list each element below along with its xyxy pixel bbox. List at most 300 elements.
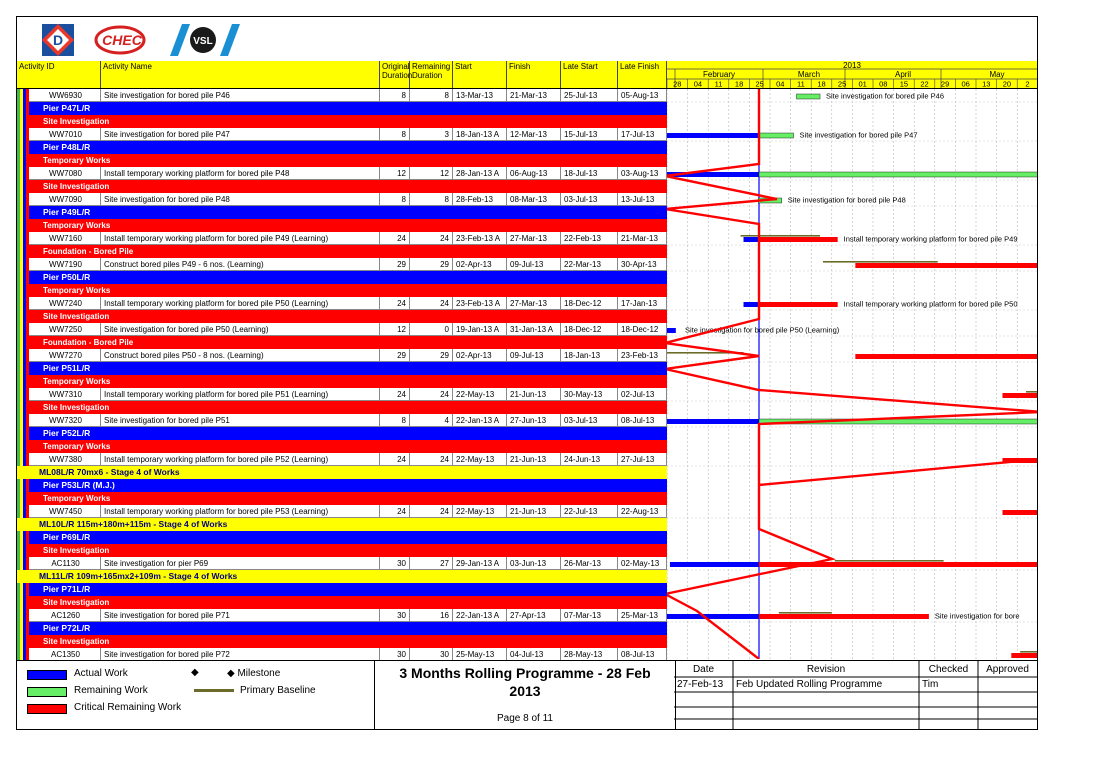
group-title: ML08L/R 70mx6 - Stage 4 of Works bbox=[39, 467, 180, 477]
row-indicator bbox=[17, 219, 29, 232]
cell-id: WW7250 bbox=[31, 323, 101, 336]
group-title: Foundation - Bored Pile bbox=[43, 247, 134, 256]
svg-text:VSL: VSL bbox=[193, 36, 213, 47]
pier-header-row[interactable] bbox=[17, 479, 667, 492]
activity-row[interactable] bbox=[17, 414, 667, 427]
cell-od: 8 bbox=[380, 193, 410, 206]
activity-row[interactable] bbox=[17, 258, 667, 271]
legend-actual-label: Actual Work bbox=[74, 668, 128, 679]
cell-start: 22-May-13 bbox=[453, 505, 507, 518]
month-label: April bbox=[894, 70, 912, 79]
category-header-row[interactable] bbox=[17, 115, 667, 128]
group-title: Site Investigation bbox=[43, 598, 110, 607]
activity-row[interactable] bbox=[17, 349, 667, 362]
month-label: March bbox=[797, 70, 821, 79]
cell-start: 18-Jan-13 A bbox=[453, 128, 507, 141]
critical-bar bbox=[1002, 510, 1037, 515]
cell-start: 02-Apr-13 bbox=[453, 258, 507, 271]
col-original-duration[interactable]: Original Duration bbox=[380, 61, 410, 88]
week-label: 13 bbox=[982, 79, 991, 88]
activity-row[interactable] bbox=[17, 297, 667, 310]
activity-row[interactable] bbox=[17, 128, 667, 141]
legend-milestone-label: ◆ Milestone bbox=[227, 668, 281, 679]
col-start[interactable]: Start bbox=[453, 61, 507, 88]
cell-start: 22-May-13 bbox=[453, 453, 507, 466]
row-indicator bbox=[17, 102, 29, 115]
cell-od: 29 bbox=[380, 258, 410, 271]
row-indicator bbox=[17, 401, 29, 414]
category-header-row[interactable] bbox=[17, 596, 667, 609]
row-indicator bbox=[17, 583, 29, 596]
cell-rd: 12 bbox=[410, 167, 453, 180]
group-title: Pier P72L/R bbox=[43, 623, 91, 633]
cell-ls: 24-Jun-13 bbox=[561, 453, 618, 466]
row-indicator bbox=[17, 336, 29, 349]
row-indicator bbox=[17, 414, 31, 427]
row-indicator bbox=[17, 440, 29, 453]
baseline-bar bbox=[823, 261, 938, 263]
row-indicator bbox=[17, 323, 31, 336]
cell-id: WW7090 bbox=[31, 193, 101, 206]
cell-name: Site investigation for bored pile P51 bbox=[101, 414, 380, 427]
pier-header-row[interactable] bbox=[17, 427, 667, 440]
group-title: Site Investigation bbox=[43, 117, 110, 126]
legend-actual-swatch bbox=[27, 670, 67, 680]
group-title: Temporary Works bbox=[43, 221, 111, 230]
group-title: Pier P69L/R bbox=[43, 532, 91, 542]
cell-rd: 24 bbox=[410, 388, 453, 401]
revision-table bbox=[674, 661, 1037, 730]
week-label: 11 bbox=[797, 79, 805, 88]
pier-header-row[interactable] bbox=[17, 531, 667, 544]
row-indicator bbox=[17, 427, 29, 440]
legend-critical-label: Critical Remaining Work bbox=[74, 702, 182, 713]
cell-id: AC1350 bbox=[31, 648, 101, 661]
cell-ls: 15-Jul-13 bbox=[561, 128, 618, 141]
cell-od: 8 bbox=[380, 414, 410, 427]
row-indicator bbox=[17, 258, 31, 271]
cell-start: 23-Feb-13 A bbox=[453, 232, 507, 245]
cell-id: WW7240 bbox=[31, 297, 101, 310]
baseline-bar bbox=[1026, 391, 1037, 393]
bar-label: Site investigation for bored pile P46 bbox=[826, 91, 945, 101]
week-label: 25 bbox=[837, 79, 847, 88]
actual-bar bbox=[670, 562, 759, 567]
cell-ls: 22-Feb-13 bbox=[561, 232, 618, 245]
pier-header-row[interactable] bbox=[17, 141, 667, 154]
cell-ls: 03-Jul-13 bbox=[561, 414, 618, 427]
group-title: Site Investigation bbox=[43, 546, 110, 555]
category-header-row[interactable] bbox=[17, 284, 667, 297]
cell-start: 28-Jan-13 A bbox=[453, 167, 507, 180]
week-label: 25 bbox=[755, 79, 764, 88]
rev-header-approved: Approved bbox=[986, 664, 1029, 675]
pier-header-row[interactable] bbox=[17, 102, 667, 115]
pier-header-row[interactable] bbox=[17, 362, 667, 375]
month-label: February bbox=[702, 70, 736, 79]
cell-ls: 07-Mar-13 bbox=[561, 609, 618, 622]
cell-lf: 21-Mar-13 bbox=[618, 232, 667, 245]
row-indicator bbox=[17, 635, 29, 648]
col-late-start[interactable]: Late Start bbox=[561, 61, 618, 88]
cell-lf: 13-Jul-13 bbox=[618, 193, 667, 206]
group-title: Pier P47L/R bbox=[43, 103, 91, 113]
actual-bar bbox=[744, 237, 759, 242]
cell-lf: 25-Mar-13 bbox=[618, 609, 667, 622]
cell-id: WW7080 bbox=[31, 167, 101, 180]
cell-od: 24 bbox=[380, 388, 410, 401]
cell-lf: 02-Jul-13 bbox=[618, 388, 667, 401]
row-indicator bbox=[17, 388, 31, 401]
group-title: Temporary Works bbox=[43, 494, 111, 503]
cell-finish: 12-Mar-13 bbox=[507, 128, 561, 141]
bar-label: Site investigation for bored pile P50 (Learning) bbox=[685, 325, 840, 335]
cell-id: WW7310 bbox=[31, 388, 101, 401]
cell-od: 12 bbox=[380, 167, 410, 180]
cell-finish: 31-Jan-13 A bbox=[507, 323, 561, 336]
row-indicator bbox=[17, 310, 29, 323]
cell-lf: 03-Aug-13 bbox=[618, 167, 667, 180]
week-label: 06 bbox=[961, 79, 970, 88]
cell-od: 24 bbox=[380, 453, 410, 466]
cell-name: Install temporary working platform for bored pile P51 (Learning) bbox=[101, 388, 380, 401]
cell-rd: 24 bbox=[410, 453, 453, 466]
actual-bar bbox=[667, 614, 759, 619]
pier-header-row[interactable] bbox=[17, 622, 667, 635]
cell-start: 29-Jan-13 A bbox=[453, 557, 507, 570]
svg-text:CHEC: CHEC bbox=[102, 32, 142, 48]
footer bbox=[17, 660, 1037, 730]
cell-ls: 18-Dec-12 bbox=[561, 323, 618, 336]
cell-name: Install temporary working platform for bored pile P52 (Learning) bbox=[101, 453, 380, 466]
row-indicator bbox=[17, 492, 29, 505]
stage-header-row[interactable] bbox=[17, 466, 667, 479]
baseline-bar bbox=[1020, 651, 1037, 653]
baseline-bar bbox=[835, 560, 944, 562]
activity-row[interactable] bbox=[17, 557, 667, 570]
programme-title: 3 Months Rolling Programme - 28 Feb bbox=[399, 665, 651, 681]
cell-od: 24 bbox=[380, 232, 410, 245]
week-label: 01 bbox=[858, 79, 867, 88]
rev-checked: Tim bbox=[922, 679, 939, 690]
cell-start: 22-Jan-13 A bbox=[453, 609, 507, 622]
cell-finish: 09-Jul-13 bbox=[507, 258, 561, 271]
vsl-logo bbox=[170, 24, 240, 56]
group-title: Temporary Works bbox=[43, 442, 111, 451]
cell-rd: 24 bbox=[410, 232, 453, 245]
legend-critical-swatch bbox=[27, 704, 67, 714]
row-indicator bbox=[17, 284, 29, 297]
week-label: 28 bbox=[673, 79, 682, 88]
row-indicator bbox=[17, 115, 29, 128]
week-label: 18 bbox=[817, 79, 826, 88]
week-label: 04 bbox=[693, 79, 703, 88]
pier-header-row[interactable] bbox=[17, 583, 667, 596]
remaining-bar bbox=[759, 133, 794, 138]
pier-header-row[interactable] bbox=[17, 271, 667, 284]
cell-ls: 03-Jul-13 bbox=[561, 193, 618, 206]
cell-rd: 29 bbox=[410, 258, 453, 271]
cell-finish: 27-Mar-13 bbox=[507, 232, 561, 245]
cell-od: 8 bbox=[380, 89, 410, 102]
cell-ls: 18-Jan-13 bbox=[561, 349, 618, 362]
cell-od: 12 bbox=[380, 323, 410, 336]
bar-label: Site investigation for bore bbox=[934, 611, 1020, 621]
activity-row[interactable] bbox=[17, 167, 667, 180]
cell-start: 02-Apr-13 bbox=[453, 349, 507, 362]
group-title: ML10L/R 115m+180m+115m - Stage 4 of Works bbox=[39, 519, 228, 529]
actual-bar bbox=[667, 328, 676, 333]
cell-id: WW7190 bbox=[31, 258, 101, 271]
rev-header-revision: Revision bbox=[806, 664, 846, 675]
row-indicator bbox=[17, 622, 29, 635]
cell-ls: 22-Jul-13 bbox=[561, 505, 618, 518]
cell-rd: 8 bbox=[410, 193, 453, 206]
activity-row[interactable] bbox=[17, 89, 667, 102]
cell-finish: 04-Jul-13 bbox=[507, 648, 561, 661]
cell-name: Site investigation for bored pile P71 bbox=[101, 609, 380, 622]
row-indicator bbox=[17, 167, 31, 180]
cell-lf: 23-Feb-13 bbox=[618, 349, 667, 362]
legend-milestone-text: Milestone bbox=[237, 668, 281, 679]
bar-label: Site investigation for bored pile P47 bbox=[799, 130, 918, 140]
cell-start: 28-Feb-13 bbox=[453, 193, 507, 206]
activity-row[interactable] bbox=[17, 453, 667, 466]
activity-row[interactable] bbox=[17, 193, 667, 206]
cell-rd: 0 bbox=[410, 323, 453, 336]
cell-finish: 06-Aug-13 bbox=[507, 167, 561, 180]
cell-rd: 8 bbox=[410, 89, 453, 102]
activity-row[interactable] bbox=[17, 323, 667, 336]
row-indicator bbox=[17, 479, 29, 492]
cell-od: 30 bbox=[380, 648, 410, 661]
cell-od: 24 bbox=[380, 297, 410, 310]
cell-lf: 22-Aug-13 bbox=[618, 505, 667, 518]
cell-lf: 08-Jul-13 bbox=[618, 648, 667, 661]
cell-name: Site investigation for bored pile P48 bbox=[101, 193, 380, 206]
gantt-chart bbox=[667, 61, 1037, 659]
row-indicator bbox=[17, 531, 29, 544]
row-indicator bbox=[17, 128, 31, 141]
group-title: Pier P49L/R bbox=[43, 207, 91, 217]
cell-name: Site investigation for bored pile P50 (Learning) bbox=[101, 323, 380, 336]
critical-bar bbox=[855, 263, 1037, 268]
group-title: Site Investigation bbox=[43, 403, 110, 412]
cell-start: 22-May-13 bbox=[453, 388, 507, 401]
col-remaining-duration[interactable]: Remaining Duration bbox=[410, 61, 453, 88]
cell-lf: 17-Jan-13 bbox=[618, 297, 667, 310]
cell-rd: 16 bbox=[410, 609, 453, 622]
row-indicator bbox=[17, 297, 31, 310]
cell-start: 23-Feb-13 A bbox=[453, 297, 507, 310]
year-label: 2013 bbox=[843, 61, 861, 70]
group-title: Pier P48L/R bbox=[43, 142, 91, 152]
bar-label: Site investigation for bored pile P48 bbox=[787, 195, 906, 205]
cell-ls: 26-Mar-13 bbox=[561, 557, 618, 570]
cell-id: AC1130 bbox=[31, 557, 101, 570]
activity-row[interactable] bbox=[17, 232, 667, 245]
row-indicator bbox=[17, 362, 29, 375]
row-indicator bbox=[17, 193, 31, 206]
critical-bar bbox=[759, 614, 929, 619]
baseline-bar bbox=[779, 612, 832, 614]
legend-milestone-icon: ◆ bbox=[191, 667, 199, 678]
cell-rd: 30 bbox=[410, 648, 453, 661]
category-header-row[interactable] bbox=[17, 180, 667, 193]
row-indicator bbox=[17, 609, 31, 622]
cell-rd: 27 bbox=[410, 557, 453, 570]
group-title: Pier P71L/R bbox=[43, 584, 91, 594]
critical-bar bbox=[759, 302, 838, 307]
category-header-row[interactable] bbox=[17, 492, 667, 505]
group-title: Temporary Works bbox=[43, 286, 111, 295]
rev-header-date: Date bbox=[692, 664, 715, 675]
cell-name: Construct bored piles P49 - 6 nos. (Learning) bbox=[101, 258, 380, 271]
cell-finish: 21-Mar-13 bbox=[507, 89, 561, 102]
cell-name: Install temporary working platform for bored pile P49 (Learning) bbox=[101, 232, 380, 245]
row-indicator bbox=[17, 245, 29, 258]
cell-rd: 24 bbox=[410, 297, 453, 310]
cell-lf: 05-Aug-13 bbox=[618, 89, 667, 102]
category-header-row[interactable] bbox=[17, 310, 667, 323]
cell-rd: 24 bbox=[410, 505, 453, 518]
week-label: 18 bbox=[734, 79, 744, 88]
row-indicator bbox=[17, 141, 29, 154]
rev-header-checked: Checked bbox=[928, 664, 969, 675]
week-label: 2 bbox=[1025, 79, 1030, 88]
group-title: Pier P52L/R bbox=[43, 428, 91, 438]
cell-name: Install temporary working platform for bored pile P50 (Learning) bbox=[101, 297, 380, 310]
rev-date: 27-Feb-13 bbox=[677, 679, 724, 690]
category-header-row[interactable] bbox=[17, 544, 667, 557]
category-header-row[interactable] bbox=[17, 635, 667, 648]
row-indicator bbox=[17, 349, 31, 362]
remaining-bar bbox=[759, 172, 1037, 177]
cell-ls: 25-Jul-13 bbox=[561, 89, 618, 102]
group-title: Site Investigation bbox=[43, 312, 110, 321]
row-indicator bbox=[17, 180, 29, 193]
week-label: 29 bbox=[940, 79, 950, 88]
category-header-row[interactable] bbox=[17, 219, 667, 232]
category-header-row[interactable] bbox=[17, 154, 667, 167]
category-header-row[interactable] bbox=[17, 245, 667, 258]
d-logo bbox=[42, 24, 74, 56]
group-title: Pier P50L/R bbox=[43, 272, 91, 282]
cell-ls: 18-Jul-13 bbox=[561, 167, 618, 180]
group-title: Site Investigation bbox=[43, 637, 110, 646]
group-title: Pier P53L/R (M.J.) bbox=[43, 480, 115, 490]
chec-logo bbox=[96, 27, 144, 53]
group-title: Temporary Works bbox=[43, 156, 111, 165]
cell-od: 30 bbox=[380, 557, 410, 570]
cell-lf: 27-Jul-13 bbox=[618, 453, 667, 466]
col-late-finish[interactable]: Late Finish bbox=[618, 61, 667, 88]
cell-lf: 30-Apr-13 bbox=[618, 258, 667, 271]
category-header-row[interactable] bbox=[17, 401, 667, 414]
activity-row[interactable] bbox=[17, 388, 667, 401]
category-header-row[interactable] bbox=[17, 440, 667, 453]
row-indicator bbox=[17, 596, 29, 609]
stage-header-row[interactable] bbox=[17, 518, 667, 531]
category-header-row[interactable] bbox=[17, 375, 667, 388]
activity-row[interactable] bbox=[17, 505, 667, 518]
cell-id: WW7010 bbox=[31, 128, 101, 141]
company-logos bbox=[40, 22, 250, 58]
remaining-bar bbox=[796, 94, 820, 99]
week-label: 04 bbox=[776, 79, 785, 88]
col-finish[interactable]: Finish bbox=[507, 61, 561, 88]
actual-bar bbox=[667, 133, 759, 138]
group-title: ML11L/R 109m+165mx2+109m - Stage 4 of Works bbox=[39, 571, 238, 581]
row-indicator bbox=[17, 154, 29, 167]
week-label: 20 bbox=[1002, 79, 1012, 88]
cell-ls: 30-May-13 bbox=[561, 388, 618, 401]
critical-bar bbox=[759, 237, 838, 242]
cell-id: WW7160 bbox=[31, 232, 101, 245]
cell-id: WW7270 bbox=[31, 349, 101, 362]
bar-label: Install temporary working platform for bored pile P50 bbox=[843, 299, 1018, 309]
programme-year: 2013 bbox=[509, 683, 541, 699]
pier-header-row[interactable] bbox=[17, 206, 667, 219]
cell-od: 24 bbox=[380, 505, 410, 518]
cell-start: 22-Jan-13 A bbox=[453, 414, 507, 427]
cell-lf: 02-May-13 bbox=[618, 557, 667, 570]
cell-od: 8 bbox=[380, 128, 410, 141]
legend-baseline-swatch bbox=[194, 689, 234, 692]
group-title: Temporary Works bbox=[43, 377, 111, 386]
cell-finish: 03-Jun-13 bbox=[507, 557, 561, 570]
activity-row[interactable] bbox=[17, 609, 667, 622]
cell-name: Site investigation for bored pile P47 bbox=[101, 128, 380, 141]
cell-finish: 21-Jun-13 bbox=[507, 505, 561, 518]
col-activity-id[interactable]: Activity ID bbox=[17, 61, 101, 88]
cell-ls: 28-May-13 bbox=[561, 648, 618, 661]
cell-lf: 08-Jul-13 bbox=[618, 414, 667, 427]
row-indicator bbox=[17, 89, 31, 102]
cell-lf: 17-Jul-13 bbox=[618, 128, 667, 141]
cell-finish: 21-Jun-13 bbox=[507, 453, 561, 466]
logo-bar bbox=[40, 22, 250, 58]
critical-bar bbox=[855, 354, 1037, 359]
cell-rd: 4 bbox=[410, 414, 453, 427]
row-indicator bbox=[17, 271, 29, 284]
cell-start: 13-Mar-13 bbox=[453, 89, 507, 102]
row-indicator bbox=[17, 375, 29, 388]
cell-finish: 27-Apr-13 bbox=[507, 609, 561, 622]
baseline-bar bbox=[741, 235, 820, 237]
row-indicator bbox=[17, 557, 31, 570]
svg-text:D: D bbox=[52, 32, 64, 48]
group-title: Foundation - Bored Pile bbox=[43, 338, 134, 347]
cell-name: Site investigation for bored pile P72 bbox=[101, 648, 380, 661]
cell-finish: 27-Jun-13 bbox=[507, 414, 561, 427]
cell-name: Construct bored piles P50 - 8 nos. (Learning) bbox=[101, 349, 380, 362]
actual-bar bbox=[744, 302, 759, 307]
cell-od: 29 bbox=[380, 349, 410, 362]
critical-bar bbox=[1002, 393, 1037, 398]
stage-header-row[interactable] bbox=[17, 570, 667, 583]
cell-id: WW7320 bbox=[31, 414, 101, 427]
group-title: Pier P51L/R bbox=[43, 363, 91, 373]
legend-remaining-label: Remaining Work bbox=[74, 685, 148, 696]
cell-id: WW7380 bbox=[31, 453, 101, 466]
category-header-row[interactable] bbox=[17, 336, 667, 349]
critical-bar bbox=[1011, 653, 1037, 658]
row-indicator bbox=[17, 206, 29, 219]
legend-baseline-label: Primary Baseline bbox=[240, 685, 316, 696]
week-label: 08 bbox=[879, 79, 888, 88]
col-activity-name[interactable]: Activity Name bbox=[101, 61, 380, 88]
